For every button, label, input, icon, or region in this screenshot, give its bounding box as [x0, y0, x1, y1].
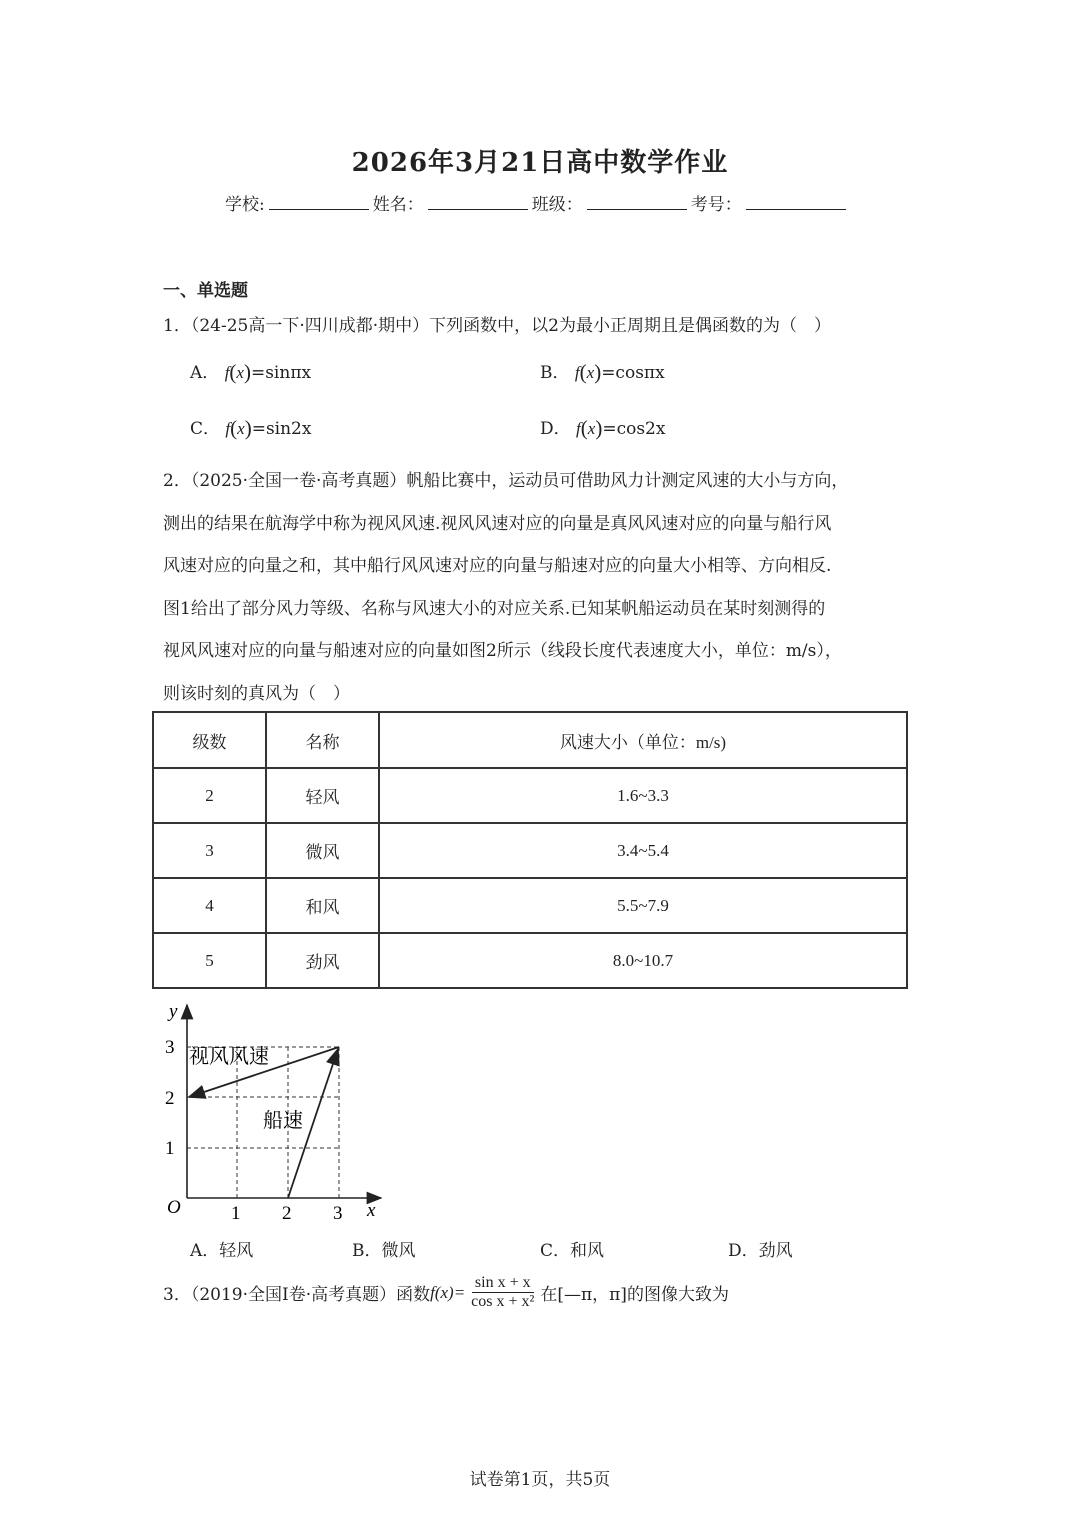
x-tick-label: 1	[231, 1203, 241, 1224]
option-letter: A．	[190, 363, 220, 383]
func-rhs: =sin2x	[251, 419, 312, 439]
table-row	[153, 933, 907, 988]
q2-line-2: 测出的结果在航海学中称为视风风速.视风风速对应的向量是真风风速对应的向量与船行风	[163, 514, 832, 534]
table-cell: 8.0~10.7	[379, 933, 907, 988]
wind-scale-table	[152, 711, 908, 989]
name-label: 姓名：	[372, 195, 424, 215]
y-tick-label: 3	[165, 1037, 175, 1058]
x-tick-label: 2	[282, 1203, 292, 1224]
table-cell: 5	[153, 933, 266, 988]
q3-suffix: 在[—π，π]的图像大致为	[540, 1285, 729, 1305]
page-footer: 试卷第1页，共5页	[469, 1470, 611, 1490]
q2-option-c	[540, 1236, 604, 1261]
q3-func: f(x)=	[430, 1282, 466, 1302]
table-row	[153, 823, 907, 878]
boat-speed-label: 船速	[263, 1108, 303, 1132]
option-text: 微风	[381, 1241, 416, 1261]
table-cell: 1.6~3.3	[379, 768, 907, 823]
id-blank	[746, 191, 846, 210]
option-text: 和风	[570, 1241, 605, 1261]
q2-line-5: 视风风速对应的向量与船速对应的向量如图2所示（线段长度代表速度大小，单位：m/s），	[163, 641, 842, 661]
id-label: 考号：	[690, 195, 742, 215]
y-tick-label: 2	[165, 1088, 175, 1109]
table-cell: 2	[153, 768, 266, 823]
class-label: 班级：	[531, 195, 583, 215]
q2-option-d	[728, 1236, 793, 1261]
table-cell: 3	[153, 823, 266, 878]
q1-stem: 1．（24-25高一下·四川成都·期中）下列函数中，以2为最小正周期且是偶函数的为（ ）	[163, 316, 831, 336]
option-letter: C．	[540, 1241, 571, 1261]
table-cell: 5.5~7.9	[379, 878, 907, 933]
option-text: 劲风	[758, 1241, 793, 1261]
x-tick-label: 3	[333, 1203, 343, 1224]
q3-prefix: 3．（2019·全国I卷·高考真题）函数	[163, 1285, 431, 1305]
option-letter: B．	[352, 1241, 382, 1261]
func-rhs: =cos2x	[602, 419, 666, 439]
origin-label: O	[167, 1197, 181, 1218]
func-rhs: =sinπx	[250, 363, 312, 383]
func-var: x	[586, 363, 595, 382]
table-header-cell: 风速大小（单位：m/s)	[379, 712, 907, 768]
school-label: 学校:	[225, 195, 265, 215]
func-name: f	[576, 419, 581, 438]
q3-fraction	[468, 1274, 537, 1311]
option-letter: B．	[540, 363, 570, 383]
name-blank	[428, 191, 528, 210]
q2-line-3: 风速对应的向量之和，其中船行风风速对应的向量与船速对应的向量大小相等、方向相反.	[163, 556, 832, 576]
y-tick-label: 1	[165, 1138, 175, 1159]
student-info-row	[225, 190, 850, 215]
q1-option-a: A． f(x)=sinπx	[190, 360, 312, 384]
q2-option-a	[190, 1236, 253, 1261]
option-letter: A．	[190, 1241, 220, 1261]
table-header-row	[153, 712, 907, 768]
table-cell: 微风	[266, 823, 379, 878]
func-name: f	[225, 419, 231, 438]
table-row	[153, 878, 907, 933]
page-title: 2026年3月21日高中数学作业	[351, 148, 729, 178]
q2-line-1: 2．（2025·全国一卷·高考真题）帆船比赛中，运动员可借助风力计测定风速的大小与方向，	[163, 471, 849, 491]
table-row	[153, 768, 907, 823]
func-var: x	[237, 419, 245, 438]
func-rhs: =cosπx	[601, 363, 665, 383]
class-blank	[587, 191, 687, 210]
table-cell: 4	[153, 878, 266, 933]
func-name: f	[224, 363, 230, 382]
q1-option-d: D． f(x)=cos2x	[540, 416, 666, 440]
q2-option-b	[352, 1236, 416, 1261]
option-text: 轻风	[219, 1241, 254, 1261]
y-axis-label: y	[169, 1001, 178, 1022]
vector-figure	[155, 995, 395, 1225]
x-axis-label: x	[367, 1200, 376, 1221]
table-cell: 轻风	[266, 768, 379, 823]
option-letter: D．	[540, 419, 571, 439]
school-blank	[269, 191, 369, 210]
func-name: f	[574, 363, 580, 382]
fraction-denominator: cos x + x²	[471, 1293, 535, 1310]
fraction-numerator: sin x + x	[472, 1274, 534, 1293]
q2-line-6: 则该时刻的真风为（ ）	[163, 684, 350, 704]
q1-option-b: B． f(x)=cosπx	[540, 360, 665, 384]
q1-option-c: C． f(x)=sin2x	[190, 416, 312, 440]
func-var: x	[587, 419, 596, 438]
section-title: 一、单选题	[163, 281, 248, 301]
apparent-wind-label: 视风风速	[189, 1044, 269, 1068]
table-cell: 3.4~5.4	[379, 823, 907, 878]
func-var: x	[236, 363, 244, 382]
table-cell: 和风	[266, 878, 379, 933]
table-header-cell: 名称	[266, 712, 379, 768]
option-letter: D．	[728, 1241, 759, 1261]
option-letter: C．	[190, 419, 221, 439]
q2-line-4: 图1给出了部分风力等级、名称与风速大小的对应关系.已知某帆船运动员在某时刻测得的	[163, 599, 826, 619]
q3-stem	[163, 1274, 729, 1311]
table-header-cell: 级数	[153, 712, 266, 768]
table-cell: 劲风	[266, 933, 379, 988]
